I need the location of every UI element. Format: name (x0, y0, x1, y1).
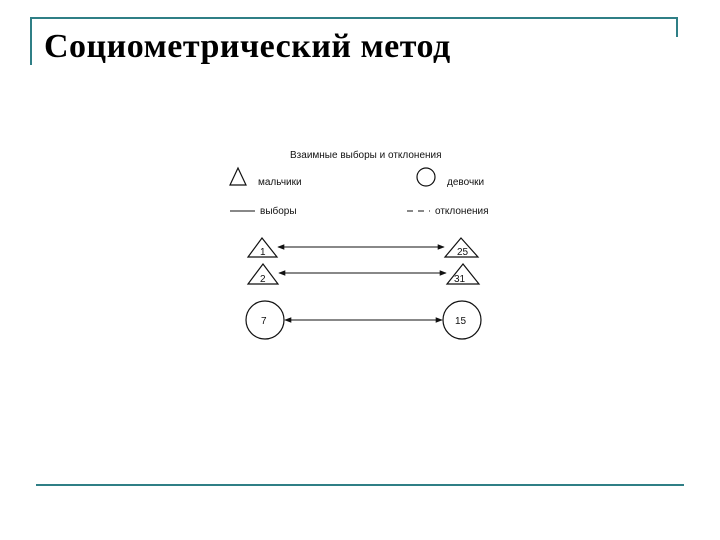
legend-boys-label: мальчики (258, 177, 302, 188)
node-2-label: 2 (260, 274, 266, 285)
node-7-label: 7 (261, 316, 267, 327)
legend-rejections-label: отклонения (435, 206, 489, 217)
legend-boy-triangle-icon (230, 168, 246, 185)
diagram-caption: Взаимные выборы и отклонения (290, 150, 442, 161)
frame-left-line (30, 17, 32, 65)
legend-girl-circle-icon (417, 168, 435, 186)
sociogram-diagram (220, 140, 520, 350)
node-31-label: 31 (454, 274, 466, 285)
slide-title: Социометрический метод (44, 28, 451, 65)
legend-choices-label: выборы (260, 206, 297, 217)
pair-1 (248, 238, 478, 258)
pair-2 (248, 264, 479, 285)
pair-3 (246, 301, 481, 339)
node-25-label: 25 (457, 247, 469, 258)
frame-bottom-line (36, 484, 684, 486)
frame-right-line (676, 17, 678, 37)
node-15-label: 15 (455, 316, 467, 327)
legend-girls-label: девочки (447, 177, 485, 188)
node-1-label: 1 (260, 247, 266, 258)
frame-top-line (30, 17, 678, 19)
